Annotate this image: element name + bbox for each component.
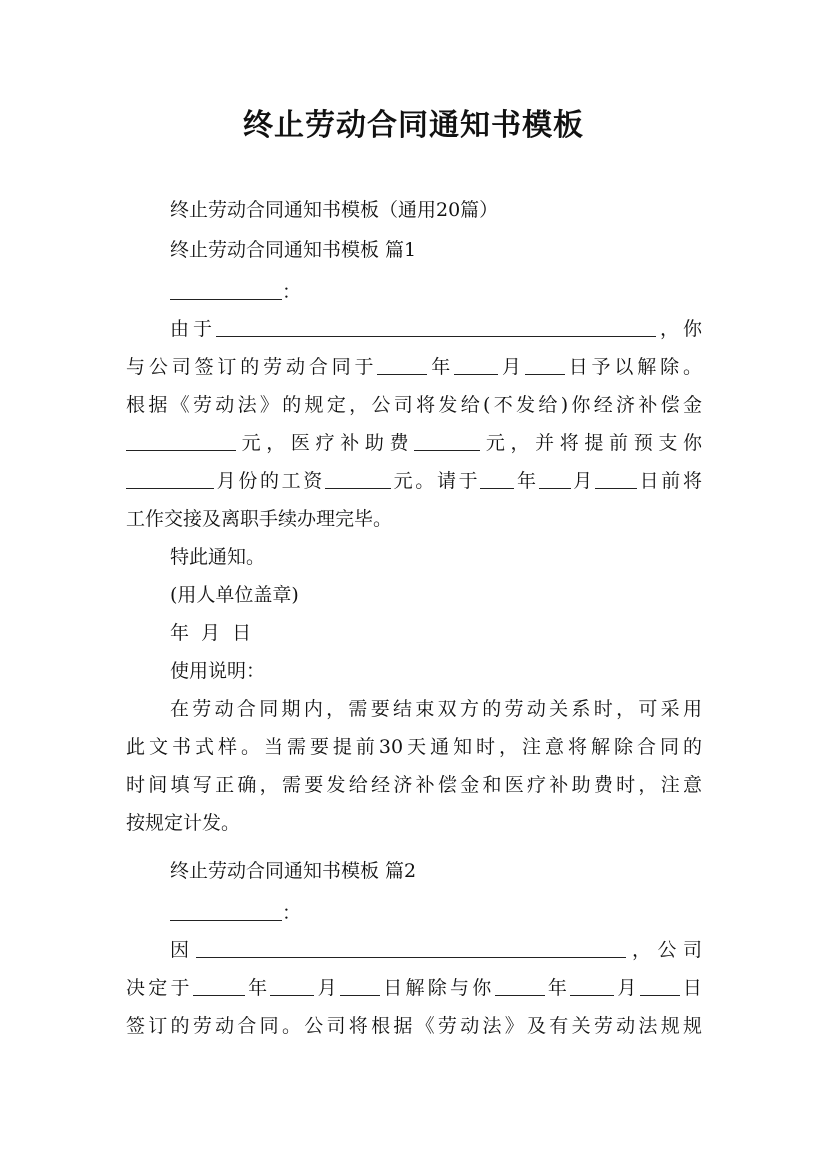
recipient-blank <box>170 279 282 300</box>
usage-line-1: 在劳动合同期内，需要结束双方的劳动关系时，可采用 <box>170 698 702 720</box>
usage-line-2: 此文书式样。当需要提前30天通知时，注意将解除合同的 <box>126 736 702 758</box>
s1-line-4: 元，医疗补助费 元，并将提前预支你 <box>126 423 702 463</box>
s2-line-1: 因 ，公司 <box>170 939 702 961</box>
s1-line-2: 与公司签订的劳动合同于 年 月 日予以解除。 <box>126 356 702 378</box>
salary-amount-blank <box>325 468 391 489</box>
s1-line-1: 由于 ，你 <box>170 318 702 340</box>
usage-label: 使用说明： <box>170 660 266 682</box>
s2-line-2: 决定于 年 月 日解除与你 年 月 日 <box>126 977 702 999</box>
compensation-blank <box>126 430 236 451</box>
usage-line-3: 时间填写正确，需要发给经济补偿金和医疗补助费时，注意 <box>126 774 702 796</box>
month-blank <box>454 354 498 375</box>
sign-day-blank <box>640 975 680 996</box>
section2-heading: 终止劳动合同通知书模板 篇2 <box>170 860 417 882</box>
reason-blank <box>216 316 656 337</box>
seal-text: (用人单位盖章) <box>170 584 299 606</box>
deadline-month-blank <box>539 468 571 489</box>
sign-year-blank <box>495 975 545 996</box>
s1-line-6: 工作交接及离职手续办理完毕。 <box>126 508 393 530</box>
s2-line-3: 签订的劳动合同。公司将根据《劳动法》及有关劳动法规规 <box>126 1015 702 1037</box>
day-blank <box>340 975 380 996</box>
section2-salutation: ： <box>170 893 702 933</box>
section1-salutation: ： <box>170 272 702 312</box>
day-blank <box>525 354 565 375</box>
section1-heading: 终止劳动合同通知书模板 篇1 <box>170 239 417 261</box>
year-blank <box>193 975 245 996</box>
deadline-year-blank <box>480 468 514 489</box>
deadline-day-blank <box>595 468 637 489</box>
sign-month-blank <box>570 975 614 996</box>
date-line: 年 月 日 <box>170 622 252 644</box>
reason-blank <box>196 937 626 958</box>
s1-line-3: 根据《劳动法》的规定，公司将发给(不发给)你经济补偿金 <box>126 394 702 416</box>
notice-text: 特此通知。 <box>170 546 266 568</box>
document-subtitle: 终止劳动合同通知书模板（通用20篇） <box>170 199 499 221</box>
month-blank <box>270 975 314 996</box>
document-title: 终止劳动合同通知书模板 <box>243 108 584 143</box>
usage-line-4: 按规定计发。 <box>126 812 241 834</box>
medical-fee-blank <box>414 430 480 451</box>
s1-line-5: 月份的工资 元。请于 年 月 日前将 <box>126 461 702 501</box>
year-blank <box>377 354 427 375</box>
salary-month-blank <box>126 468 214 489</box>
recipient-blank <box>170 900 282 921</box>
